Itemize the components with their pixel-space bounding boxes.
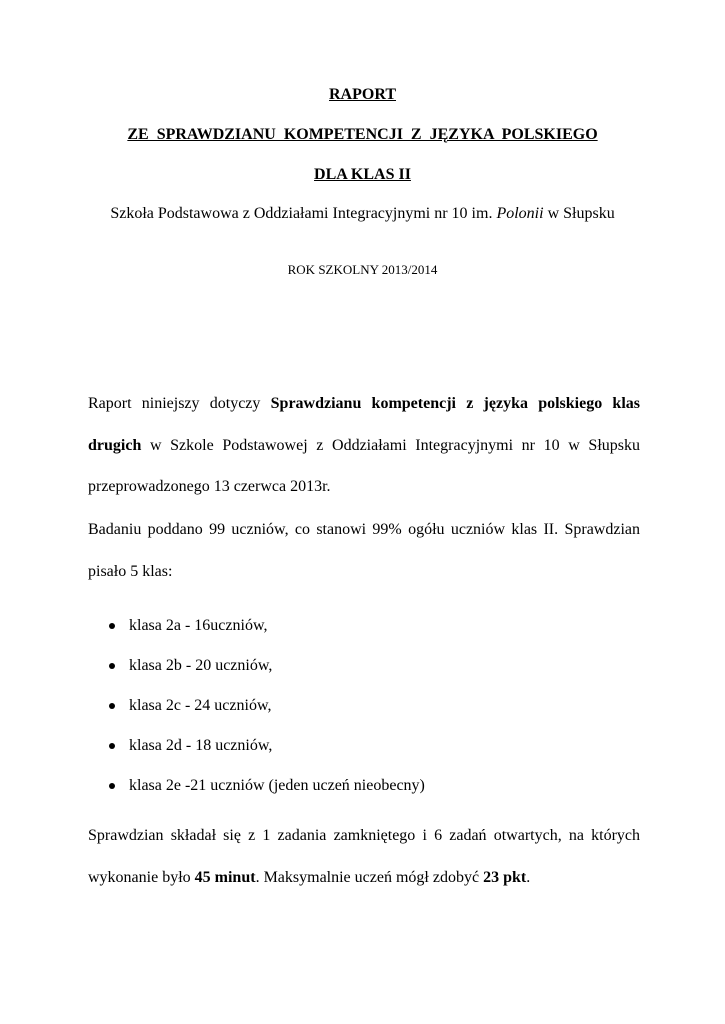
- test-info-text-start: Sprawdzian składał się z 1 zadania zamkniętego i 6 zadań otwartych, na których wykonanie było: [88, 827, 640, 886]
- report-title: RAPORT: [329, 86, 396, 103]
- bullet-icon: [109, 663, 115, 669]
- school-name-end: w Słupsku: [543, 205, 615, 222]
- intro-bold-test-name: Sprawdzianu kompetencji z języka polskiego klas drugich: [88, 395, 640, 454]
- school-patron: Polonii: [496, 205, 544, 222]
- test-info-text-end: .: [526, 868, 531, 886]
- max-points: 23 pkt: [483, 868, 527, 886]
- participants-paragraph: Badaniu poddano 99 uczniów, co stanowi 99% ogółu uczniów klas II. Sprawdzian pisało 5 klas:: [88, 521, 640, 580]
- class-item-label: klasa 2c - 24 uczniów,: [129, 697, 272, 714]
- intro-text-end: w Szkole Podstawowej z Oddziałami Integracyjnymi nr 10 w Słupsku przeprowadzonego 13 czerwca 2013r.: [88, 436, 640, 495]
- class-list: [0, 606, 725, 806]
- test-info-text-middle: . Maksymalnie uczeń mógł zdobyć: [255, 868, 484, 886]
- intro-paragraph: [88, 383, 640, 508]
- list-item: [0, 606, 725, 646]
- class-item-label: klasa 2d - 18 uczniów,: [129, 737, 273, 754]
- list-item: [0, 766, 725, 806]
- test-duration: 45 minut: [194, 868, 256, 886]
- class-item-label: klasa 2b - 20 uczniów,: [129, 657, 273, 674]
- school-year: ROK SZKOLNY 2013/2014: [287, 262, 438, 277]
- report-class-line: DLA KLAS II: [314, 166, 411, 183]
- report-subtitle: ZE SPRAWDZIANU KOMPETENCJI Z JĘZYKA POLSKIEGO: [127, 126, 598, 143]
- bullet-icon: [109, 703, 115, 709]
- test-info-paragraph: [88, 815, 640, 898]
- school-name: [0, 205, 725, 223]
- school-name-start: Szkoła Podstawowa z Oddziałami Integracyjnymi nr 10 im.: [110, 205, 497, 222]
- bullet-icon: [109, 623, 115, 629]
- list-item: [0, 686, 725, 726]
- class-item-label: klasa 2a - 16uczniów,: [129, 617, 268, 634]
- class-item-label: klasa 2e -21 uczniów (jeden uczeń nieobecny): [129, 777, 425, 794]
- list-item: [0, 726, 725, 766]
- intro-text-start: Raport niniejszy dotyczy: [88, 395, 271, 412]
- bullet-icon: [109, 743, 115, 749]
- bullet-icon: [109, 783, 115, 789]
- list-item: [0, 646, 725, 686]
